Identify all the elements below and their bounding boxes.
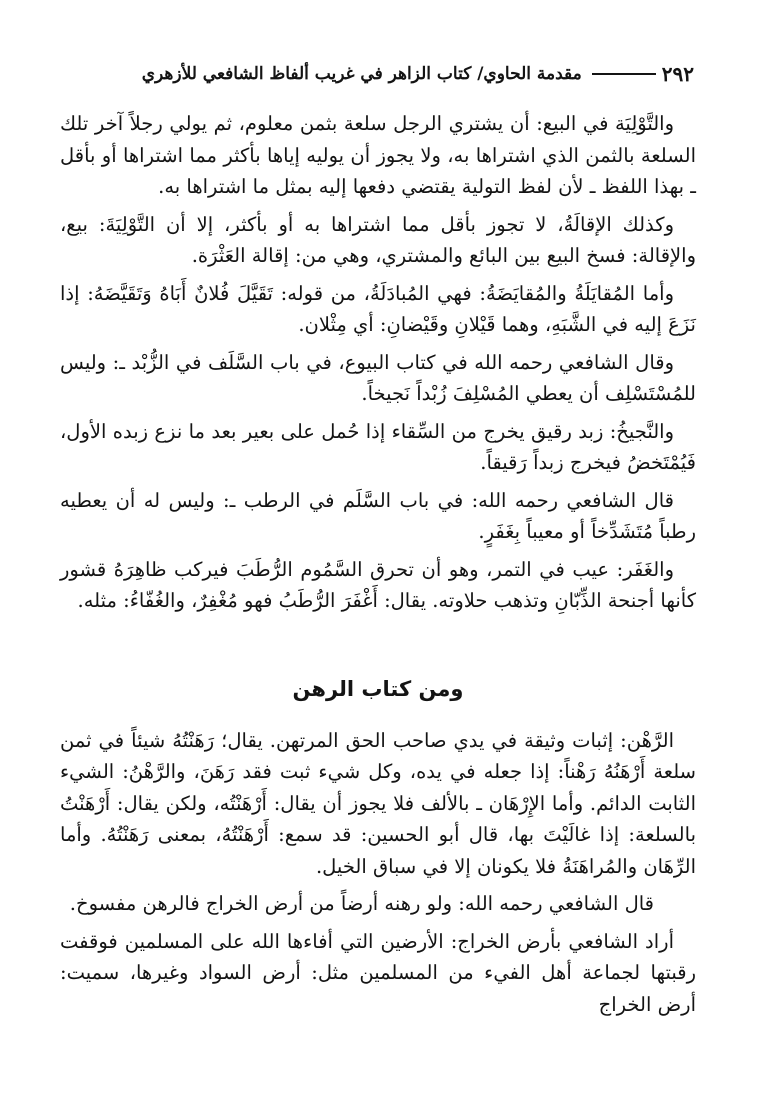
section-heading: ومن كتاب الرهن xyxy=(292,676,464,701)
running-header xyxy=(74,58,694,90)
paragraph-ghafar: والغَفَر: عيب في التمر، وهو أن تحرق السَّمُوم الرُّطَبَ فيركب ظاهِرَهُ قشور كأنها أجنحة الذِّبّانِ وتذهب حلاوته. يقال: أَغْفَرَ الرُّطَبُ فهو مُغْفِرٌ، والغُفّاءُ: مثله. xyxy=(60,557,696,612)
paragraph-salam-rutab: قال الشافعي رحمه الله: في باب السَّلَم في الرطب ـ: وليس له أن يعطيه رطباً مُتَشَدِّخاً أو معيباً بِغَفَرٍ. xyxy=(60,488,696,543)
paragraph-iqala: وكذلك الإقالَةُ، لا تجوز بأقل مما اشتراها به أو بأكثر، إلا أن التَّوْلِيَةَ: بيع، والإقالة: فسخ البيع بين البائع والمشتري، وهي من: إقالة العَثْرَة. xyxy=(60,212,696,267)
paragraph-rahn: الرَّهْن: إثبات وثيقة في يدي صاحب الحق المرتهن. يقال؛ رَهَنْتُهُ شيئاً في ثمن سلعة أَرْهَنُهُ رَهْناً: إذا جعله في يده، وكل شيء ثبت فقد رَهَنَ، والرَّهْنُ: الشيء الثابت الدائم. وأما الإِرْهَان ـ بالألف فلا يجوز أن يقال: أَرْهَنْتُه، ولكن يقال: أَرْهَنْتُ بالسلعة: إذا غالَيْتَ بها، قال أبو الحسين: قد سمع: أَرْهَنْتُهُ، بمعنى رَهَنْتُهُ. وأما الرِّهَان والمُراهَنَةُ فلا يكونان إلا في سباق الخيل. xyxy=(60,728,696,878)
page-number: ٢٩٢ xyxy=(661,62,694,86)
page-body xyxy=(60,108,696,1026)
running-title: مقدمة الحاوي/ كتاب الزاهر في غريب ألفاظ الشافعي للأزهري xyxy=(141,64,582,84)
paragraph-najikh: والنَّجيخُ: زبد رقيق يخرج من السِّقاء إذا حُمل على بعير بعد ما نزع زبده الأول، فَيُمْتَخضُ فيخرج زبداً رَقيقاً. xyxy=(60,419,696,474)
header-rule xyxy=(592,73,656,75)
paragraph-kharaj: أراد الشافعي بأرض الخراج: الأرضين التي أفاءها الله على المسلمين فوقفت رقبتها لجماعة أهل الفيء من المسلمين مثل: أرض السواد وغيرها، سميت: أرض الخراج xyxy=(60,929,696,1016)
paragraph-shafii-quote: قال الشافعي رحمه الله: ولو رهنه أرضاً من أرض الخراج فالرهن مفسوخ. xyxy=(69,892,654,915)
paragraph-muqayala: وأما المُقايَلَةُ والمُقايَضَةُ: فهي المُبادَلَةُ، من قوله: تَقَيَّلَ فُلانٌ أَبَاهُ وَتَقَيَّضَهُ: إذا نَزَعَ إليه في الشَّبَهِ، وهما قَيْلانِ وقَيْضانِ: أي مِثْلان. xyxy=(60,281,696,336)
paragraph-tawliya: والتَّوْلِيَة في البيع: أن يشتري الرجل سلعة بثمن معلوم، ثم يولي رجلاً آخر تلك السلعة بالثمن الذي اشتراها به، ولا يجوز أن يوليه إياها بأكثر مما اشتراها أو بأقل ـ بهذا اللفظ ـ لأن لفظ التولية يقتضي دفعها إليه بمثل ما اشتراها به. xyxy=(60,112,696,198)
paragraph-salaf-zubd: وقال الشافعي رحمه الله في كتاب البيوع، في باب السَّلَف في الزُّبْد ـ: وليس للمُسْتَسْلِف أن يعطي المُسْلِفَ زُبْداً نَجيخاً. xyxy=(60,350,696,405)
